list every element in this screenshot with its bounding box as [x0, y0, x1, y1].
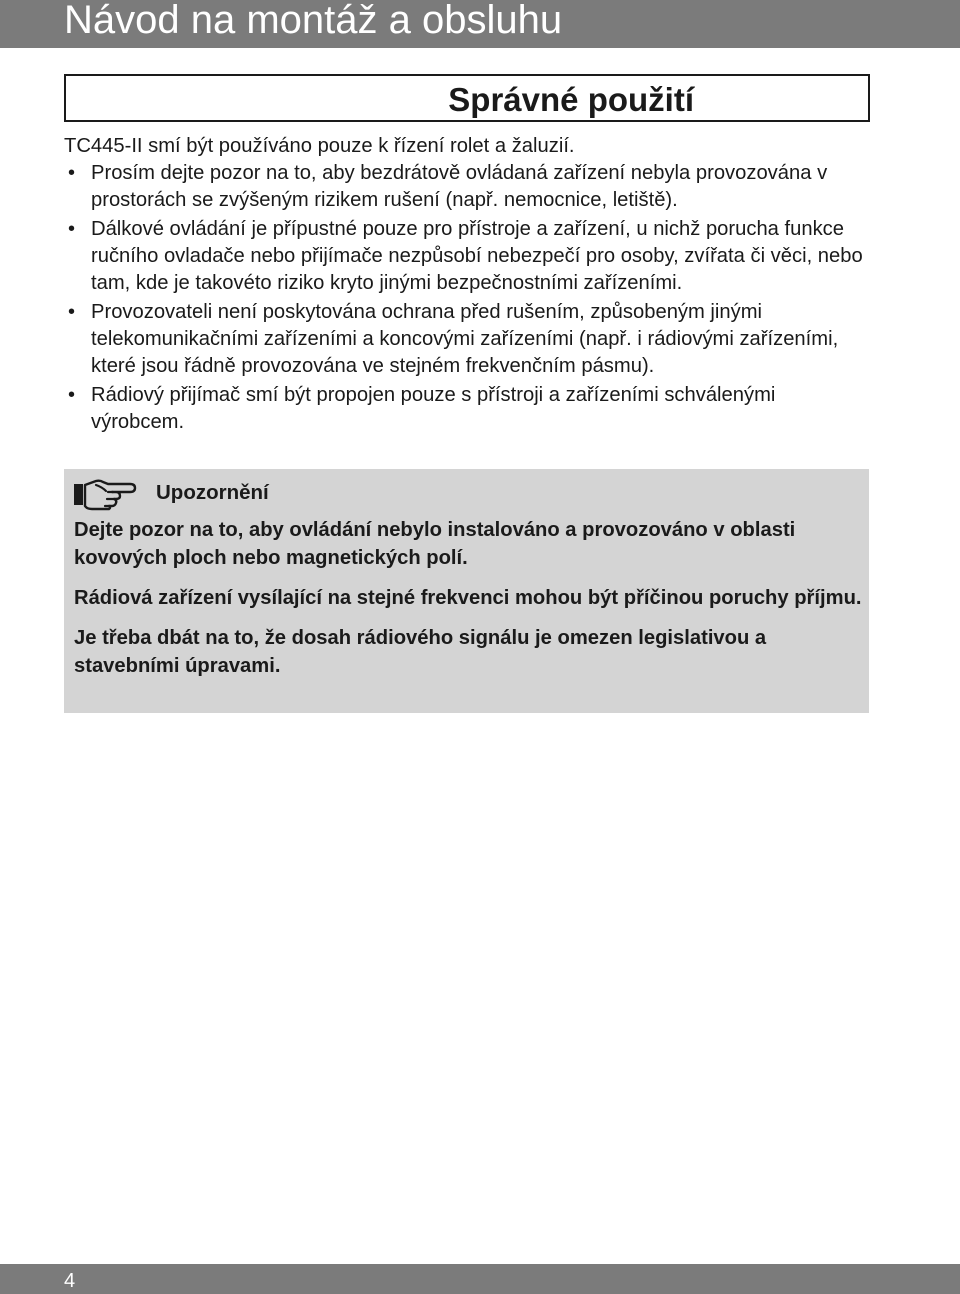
page-title: Návod na montáž a obsluhu	[64, 0, 563, 42]
section-title: Správné použití	[448, 81, 694, 118]
notice-paragraph: Dejte pozor na to, aby ovládání nebylo instalováno a provozováno v oblasti kovových ploch nebo magnetických polí.	[74, 519, 796, 569]
pointing-hand-icon	[72, 475, 138, 511]
notice-body	[74, 516, 864, 692]
list-item	[64, 382, 870, 436]
bullet-icon: •	[68, 218, 76, 240]
list-item-text: Provozovateli není poskytována ochrana před rušením, způsobeným jinými telekomunikačními zařízeními a koncovými zařízeními (např. i rádiovými zařízeními, které jsou řádně provozována ve stejném frekvenčním pásmu).	[91, 301, 839, 377]
notice-box	[64, 469, 869, 713]
page-number: 4	[64, 1270, 76, 1292]
intro-text: TC445-II smí být používáno pouze k řízení rolet a žaluzií.	[64, 135, 575, 157]
notice-paragraph: Je třeba dbát na to, že dosah rádiového signálu je omezen legislativou a stavebními úpravami.	[74, 627, 767, 677]
bullet-icon: •	[68, 162, 76, 184]
notice-paragraph: Rádiová zařízení vysílající na stejné frekvenci mohou být příčinou poruchy příjmu.	[74, 587, 862, 609]
list-item	[64, 160, 870, 214]
list-item-text: Prosím dejte pozor na to, aby bezdrátově ovládaná zařízení nebyla provozována v prostorách se zvýšeným rizikem rušení (např. nemocnice, letiště).	[91, 162, 828, 211]
list-item	[64, 216, 870, 297]
bullet-icon: •	[68, 384, 76, 406]
bullet-list	[64, 160, 870, 436]
footer-band	[0, 1264, 960, 1294]
notice-label: Upozornění	[156, 481, 269, 504]
list-item-text: Dálkové ovládání je přípustné pouze pro přístroje a zařízení, u nichž porucha funkce ručního ovladače nebo přijímače nezpůsobí nebezpečí pro osoby, zvířata či věci, nebo tam, kde je takovéto riziko kryto jinými bezpečnostními zařízeními.	[91, 218, 863, 294]
main-content	[64, 133, 870, 438]
notice-header	[72, 474, 269, 512]
bullet-icon: •	[68, 301, 76, 323]
list-item	[64, 299, 870, 380]
list-item-text: Rádiový přijímač smí být propojen pouze s přístroji a zařízeními schválenými výrobcem.	[91, 384, 776, 433]
